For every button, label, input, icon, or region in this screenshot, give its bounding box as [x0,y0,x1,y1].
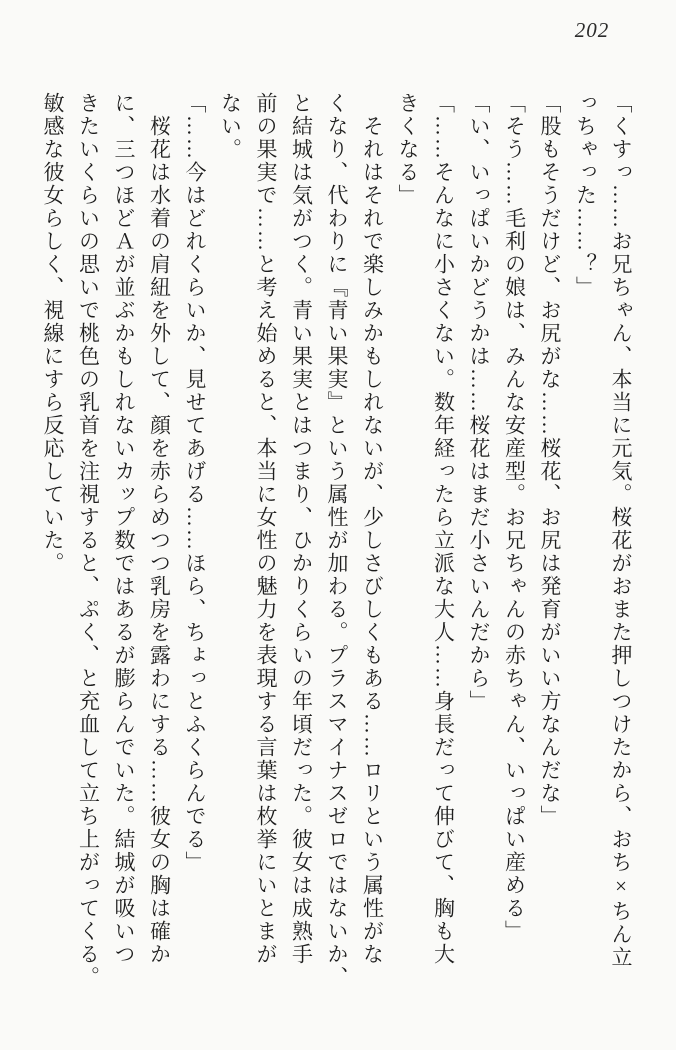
text-line: 「股もそうだけど、お尻がな……桜花、お尻は発育がいい方なんだな」 [538,92,562,828]
text-line: 「そう……毛利の娘は、みんな安産型。お兄ちゃんの赤ちゃん、いっぱい産める」 [502,92,527,943]
text-line: 前の果実で……と考え始めると、本当に女性の魅力を表現する言葉は枚挙にいとまが [254,92,278,966]
text-line: 「い、いっぱいかどうかは……桜花はまだ小さいんだから」 [467,92,491,713]
text-line: 「……そんなに小さくない。数年経ったら立派な大人……身長だって伸びて、胸も大 [431,92,456,966]
text-line: きたいくらいの思いで桃色の乳首を注視すると、ぷく、と充血して立ち上がってくる。 [76,92,101,989]
text-line: 敏感な彼女らしく、視線にすら反応していた。 [41,92,65,575]
text-line: 桜花は水着の肩紐を外して、顔を赤らめつつ乳房を露わにする……彼女の胸は確か [147,115,172,966]
text-line: と結城は気がつく。青い果実とはつまり、ひかりくらいの年頃だった。彼女は成熟手 [289,92,314,966]
text-line: 「くすっ……お兄ちゃん、本当に元気。桜花がおまた押しつけたから、おち×ちん立 [609,92,633,969]
vertical-text-block [35,92,639,1022]
text-line: っちゃった……？」 [573,92,598,299]
text-line: きくなる」 [396,92,420,207]
page-number: 202 [574,18,610,42]
text-line: に、三つほどＡが並ぶかもしれないカップ数ではあるが膨らんでいた。結城が吸いつ [112,92,136,966]
text-line: それはそれで楽しみかもしれないが、少しさびしくもある……ロリという属性がな [360,115,385,966]
text-line: くなり、代わりに『青い果実』という属性が加わる。プラスマイナスゼロではないか、 [325,92,349,989]
text-line: ない。 [218,92,243,161]
text-line: 「……今はどれくらいか、見せてあげる……ほら、ちょっとふくらんでる」 [183,92,207,874]
